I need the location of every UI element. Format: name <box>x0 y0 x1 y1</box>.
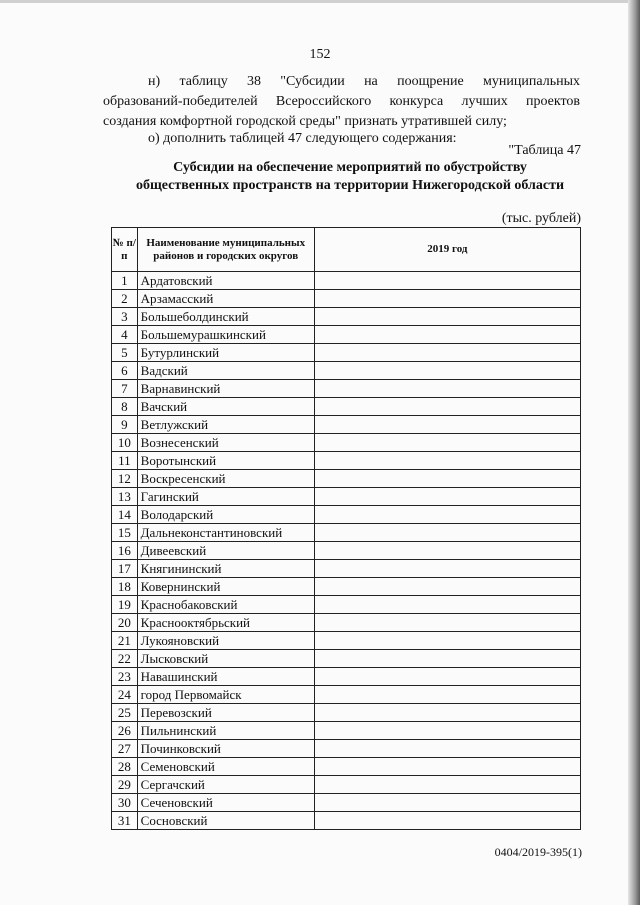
row-name: Навашинский <box>137 668 314 686</box>
row-num: 28 <box>112 758 138 776</box>
row-name: Вознесенский <box>137 434 314 452</box>
row-value <box>314 326 580 344</box>
row-name: Большемурашкинский <box>137 326 314 344</box>
row-name: Сосновский <box>137 812 314 830</box>
table-row <box>112 362 581 380</box>
table-header-row <box>112 228 581 272</box>
row-num: 5 <box>112 344 138 362</box>
row-num: 23 <box>112 668 138 686</box>
row-num: 20 <box>112 614 138 632</box>
row-value <box>314 398 580 416</box>
table-row <box>112 506 581 524</box>
row-num: 22 <box>112 650 138 668</box>
row-value <box>314 542 580 560</box>
row-value <box>314 416 580 434</box>
row-value <box>314 290 580 308</box>
table-row <box>112 614 581 632</box>
row-value <box>314 740 580 758</box>
row-num: 27 <box>112 740 138 758</box>
header-year: 2019 год <box>314 228 580 272</box>
row-name: Лукояновский <box>137 632 314 650</box>
paragraph-n-line-3: создания комфортной городской среды" признать утратившей силу; <box>103 114 507 129</box>
row-name: Сеченовский <box>137 794 314 812</box>
row-name: Краснооктябрьский <box>137 614 314 632</box>
row-num: 12 <box>112 470 138 488</box>
scan-top-edge <box>0 0 628 3</box>
table-row <box>112 344 581 362</box>
paragraph-o: о) дополнить таблицей 47 следующего содержания: <box>148 131 457 146</box>
row-num: 4 <box>112 326 138 344</box>
row-name: Гагинский <box>137 488 314 506</box>
row-name: Воротынский <box>137 452 314 470</box>
row-num: 19 <box>112 596 138 614</box>
table-row <box>112 488 581 506</box>
row-name: Дивеевский <box>137 542 314 560</box>
subsidies-table <box>111 227 581 830</box>
table-row <box>112 686 581 704</box>
table-row <box>112 794 581 812</box>
row-name: Семеновский <box>137 758 314 776</box>
row-name: Варнавинский <box>137 380 314 398</box>
row-value <box>314 434 580 452</box>
row-num: 11 <box>112 452 138 470</box>
table-row <box>112 812 581 830</box>
row-num: 14 <box>112 506 138 524</box>
row-value <box>314 812 580 830</box>
table-row <box>112 380 581 398</box>
table-row <box>112 632 581 650</box>
row-num: 24 <box>112 686 138 704</box>
table-row <box>112 776 581 794</box>
table-row <box>112 434 581 452</box>
row-value <box>314 578 580 596</box>
page-number: 152 <box>309 47 331 62</box>
table-row <box>112 560 581 578</box>
row-value <box>314 794 580 812</box>
row-num: 15 <box>112 524 138 542</box>
row-name: Сергачский <box>137 776 314 794</box>
table-row <box>112 596 581 614</box>
table-row <box>112 470 581 488</box>
row-value <box>314 704 580 722</box>
row-value <box>314 668 580 686</box>
table-row <box>112 308 581 326</box>
document-code: 0404/2019-395(1) <box>494 845 582 859</box>
row-name: Бутурлинский <box>137 344 314 362</box>
row-value <box>314 362 580 380</box>
row-num: 31 <box>112 812 138 830</box>
row-num: 17 <box>112 560 138 578</box>
row-name: Починковский <box>137 740 314 758</box>
row-num: 1 <box>112 272 138 290</box>
row-num: 25 <box>112 704 138 722</box>
row-num: 10 <box>112 434 138 452</box>
row-value <box>314 506 580 524</box>
row-name: Вачский <box>137 398 314 416</box>
table-row <box>112 578 581 596</box>
row-num: 29 <box>112 776 138 794</box>
row-num: 30 <box>112 794 138 812</box>
table-row <box>112 668 581 686</box>
row-name: Перевозский <box>137 704 314 722</box>
row-num: 13 <box>112 488 138 506</box>
table-row <box>112 704 581 722</box>
table-row <box>112 722 581 740</box>
table-row <box>112 272 581 290</box>
row-name: Арзамасский <box>137 290 314 308</box>
document-title-line-1: Субсидии на обеспечение мероприятий по обустройству <box>173 160 527 175</box>
row-name: Воскресенский <box>137 470 314 488</box>
row-name: Ветлужский <box>137 416 314 434</box>
document-title-line-2: общественных пространств на территории Нижегородской области <box>135 178 565 193</box>
row-name: Княгининский <box>137 560 314 578</box>
row-value <box>314 524 580 542</box>
row-name: Большеболдинский <box>137 308 314 326</box>
row-value <box>314 686 580 704</box>
scan-right-edge <box>628 0 640 905</box>
row-name: Володарский <box>137 506 314 524</box>
units-label: (тыс. рублей) <box>501 211 581 226</box>
table-row <box>112 416 581 434</box>
row-name: Вадский <box>137 362 314 380</box>
row-value <box>314 380 580 398</box>
table-row <box>112 650 581 668</box>
row-value <box>314 758 580 776</box>
row-name: Ковернинский <box>137 578 314 596</box>
table-row <box>112 290 581 308</box>
row-num: 18 <box>112 578 138 596</box>
header-num: № п/п <box>112 228 138 272</box>
table-row <box>112 398 581 416</box>
row-value <box>314 470 580 488</box>
row-name: город Первомайск <box>137 686 314 704</box>
row-num: 3 <box>112 308 138 326</box>
row-value <box>314 308 580 326</box>
row-num: 6 <box>112 362 138 380</box>
row-name: Краснобаковский <box>137 596 314 614</box>
table-body <box>112 272 581 830</box>
row-num: 2 <box>112 290 138 308</box>
row-value <box>314 560 580 578</box>
row-value <box>314 614 580 632</box>
row-num: 8 <box>112 398 138 416</box>
table-row <box>112 542 581 560</box>
row-value <box>314 344 580 362</box>
table-row <box>112 740 581 758</box>
row-value <box>314 488 580 506</box>
row-name: Дальнеконстантиновский <box>137 524 314 542</box>
row-value <box>314 632 580 650</box>
row-num: 7 <box>112 380 138 398</box>
paragraph-n-line-2: образований-победителей Всероссийского конкурса лучших проектов <box>103 94 580 109</box>
row-num: 26 <box>112 722 138 740</box>
table-reference: "Таблица 47 <box>508 143 581 158</box>
header-name: Наименование муниципальных районов и городских округов <box>137 228 314 272</box>
row-value <box>314 650 580 668</box>
table-row <box>112 524 581 542</box>
row-num: 16 <box>112 542 138 560</box>
row-value <box>314 776 580 794</box>
paragraph-n-line-1: н) таблицу 38 "Субсидии на поощрение муниципальных <box>148 74 580 89</box>
row-value <box>314 596 580 614</box>
row-value <box>314 272 580 290</box>
table-row <box>112 326 581 344</box>
row-name: Ардатовский <box>137 272 314 290</box>
row-num: 21 <box>112 632 138 650</box>
row-num: 9 <box>112 416 138 434</box>
row-name: Пильнинский <box>137 722 314 740</box>
table-row <box>112 452 581 470</box>
row-value <box>314 452 580 470</box>
table-row <box>112 758 581 776</box>
row-value <box>314 722 580 740</box>
row-name: Лысковский <box>137 650 314 668</box>
